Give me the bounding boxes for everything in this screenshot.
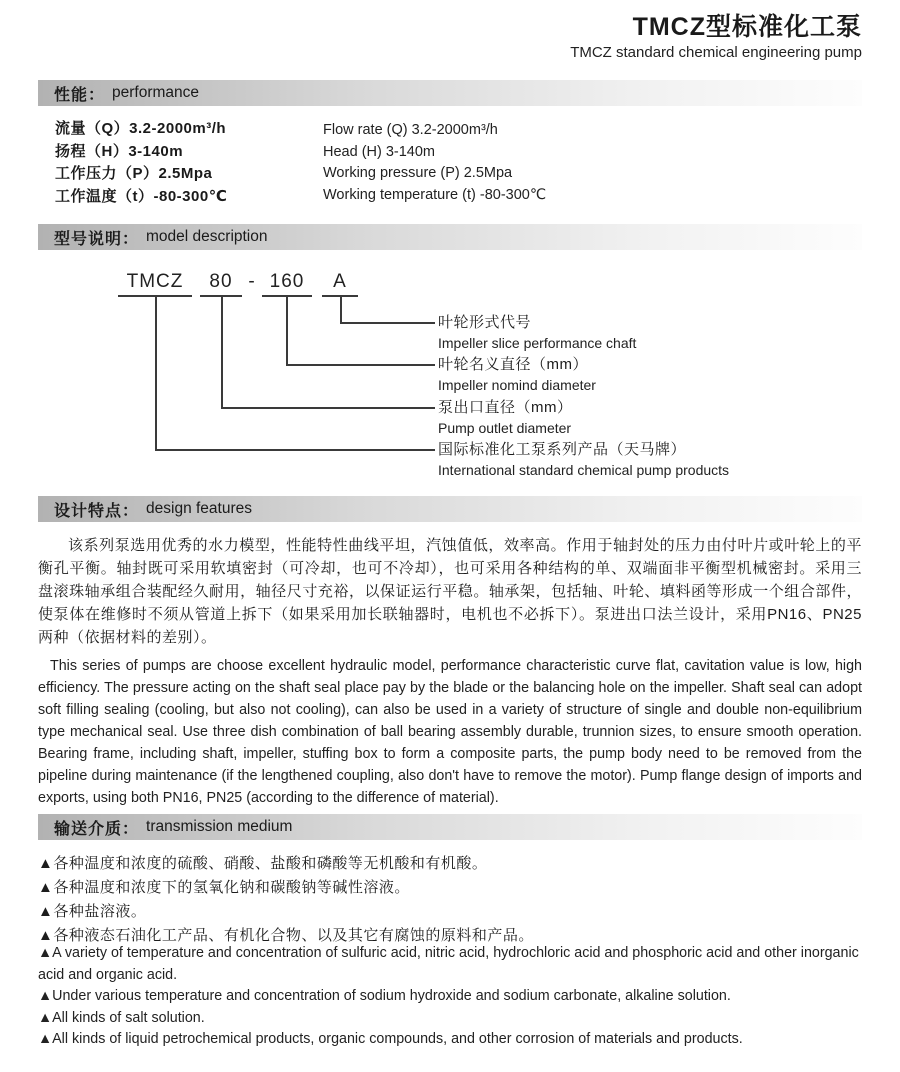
model-label-series-product: [438, 439, 878, 481]
medium-item-petrochemical-zh: ▲各种液态石油化工产品、有机化合物、以及其它有腐蚀的原料和产品。: [38, 927, 534, 944]
connector-line-vertical: [221, 296, 223, 407]
section-heading-zh: 设计特点：: [54, 502, 140, 520]
label-zh: 叶轮名义直径（mm）: [438, 356, 588, 373]
section-header-performance: [38, 80, 862, 106]
medium-item-salt-zh: ▲各种盐溶液。: [38, 903, 147, 920]
model-label-impeller-diameter: [438, 354, 878, 396]
medium-item-petrochemical-en: ▲All kinds of liquid petrochemical products, organic compounds, and other corrosion of materials and products.: [38, 1031, 743, 1047]
connector-line-horizontal: [286, 364, 435, 366]
section-header-design: [38, 496, 862, 522]
medium-list-zh: [38, 852, 862, 948]
performance-specs-zh: [55, 118, 227, 208]
label-zh: 国际标准化工泵系列产品（天马牌）: [438, 441, 687, 458]
section-heading-en: transmission medium: [146, 818, 293, 835]
medium-item-acids-en: ▲A variety of temperature and concentration of sulfuric acid, nitric acid, hydrochloric acid and phosphoric acid and other inorganic acid and organic acid.: [38, 945, 859, 983]
spec-temperature-en: Working temperature (t) -80-300℃: [323, 186, 547, 203]
title-block: [570, 12, 862, 63]
label-en: International standard chemical pump products: [438, 462, 730, 478]
medium-item-alkaline-zh: ▲各种温度和浓度下的氢氧化钠和碳酸钠等碱性溶液。: [38, 879, 410, 896]
section-header-model: [38, 224, 862, 250]
model-code-diagram: [0, 266, 900, 486]
section-header-medium: [38, 814, 862, 840]
spec-head-en: Head (H) 3-140m: [323, 143, 436, 160]
spec-pressure-zh: 工作压力（P）2.5Mpa: [55, 165, 213, 182]
page-title-en: TMCZ standard chemical engineering pump: [570, 44, 862, 61]
connector-line-horizontal: [221, 407, 435, 409]
connector-line-vertical: [155, 296, 157, 449]
model-code-hyphen: -: [248, 271, 256, 292]
spec-temperature-zh: 工作温度（t）-80-300℃: [55, 187, 228, 205]
design-paragraph-zh: 该系列泵选用优秀的水力模型，性能特性曲线平坦，汽蚀值低，效率高。作用于轴封处的压力由付叶片或叶轮上的平衡孔平衡。轴封既可采用软填密封（可冷却，也可不冷却），也可采用各种结构的单、双端面非平衡型机械密封。采用三盘滚珠轴承组合装配经久耐用，轴径尺寸充裕，以保证运行平稳。轴承架，包括轴、叶轮、填料函等形成一个组合部件，使泵体在维修时不须从管道上拆下（如果采用加长联轴器时，电机也不必拆下）。泵进出口法兰设计，采用PN16、PN25两种（依据材料的差别）。: [38, 537, 862, 646]
performance-specs-en: [323, 120, 546, 206]
connector-line-vertical: [286, 296, 288, 364]
spec-pressure-en: Working pressure (P) 2.5Mpa: [323, 165, 513, 181]
connector-line-horizontal: [340, 322, 435, 324]
label-zh: 叶轮形式代号: [438, 314, 532, 331]
section-heading-zh: 型号说明：: [54, 230, 140, 248]
medium-item-acids-zh: ▲各种温度和浓度的硫酸、硝酸、盐酸和磷酸等无机酸和有机酸。: [38, 855, 488, 872]
label-zh: 泵出口直径（mm）: [438, 399, 573, 416]
section-heading-en: model description: [146, 228, 268, 245]
spec-flow-en: Flow rate (Q) 3.2-2000m³/h: [323, 122, 498, 138]
label-en: Pump outlet diameter: [438, 420, 572, 436]
section-heading-en: design features: [146, 500, 253, 517]
model-code-series: TMCZ: [126, 271, 184, 292]
label-en: Impeller nomind diameter: [438, 377, 596, 393]
medium-item-salt-en: ▲All kinds of salt solution.: [38, 1009, 205, 1026]
model-code-variant: A: [333, 271, 347, 292]
spec-flow-zh: 流量（Q）3.2-2000m³/h: [55, 120, 227, 137]
label-en: Impeller slice performance chaft: [438, 335, 637, 351]
model-label-impeller-form: [438, 312, 878, 354]
model-label-outlet-diameter: [438, 397, 878, 439]
section-heading-zh: 性能：: [54, 86, 106, 104]
medium-item-alkaline-en: ▲Under various temperature and concentration of sodium hydroxide and sodium carbonate, alkaline solution.: [38, 988, 731, 1004]
model-code-outlet: 80: [209, 271, 233, 292]
connector-line-horizontal: [155, 449, 435, 451]
spec-head-zh: 扬程（H）3-140m: [55, 142, 184, 160]
page-title-zh: TMCZ型标准化工泵: [632, 13, 862, 41]
medium-list-en: [38, 943, 862, 1051]
section-heading-en: performance: [112, 84, 200, 101]
design-paragraph-en: This series of pumps are choose excellent hydraulic model, performance characteristic curve flat, cavitation value is low, high efficiency. The pressure acting on the shaft seal place pay by the blade or the balancing hole on the impeller. Shaft seal can adopt soft filling sealing (cooling, but also not cooling), can also be used in a variety of structure of single and double non-equilibrium type mechanical seal. Use three dish combination of ball bearing assembly durable, trunnion sizes, to ensure smooth operation. Bearing frame, including shaft, impeller, stuffing box to form a composite parts, the pump body need to be removed from the pipeline during maintenance (if the lengthened coupling, also don't have to remove the motor). Pump flange design of imports and exports, using both PN16, PN25 (according to the difference of material).: [38, 658, 862, 806]
connector-line-vertical: [340, 296, 342, 322]
section-heading-zh: 输送介质：: [54, 820, 140, 838]
model-code-impeller: 160: [269, 271, 305, 292]
